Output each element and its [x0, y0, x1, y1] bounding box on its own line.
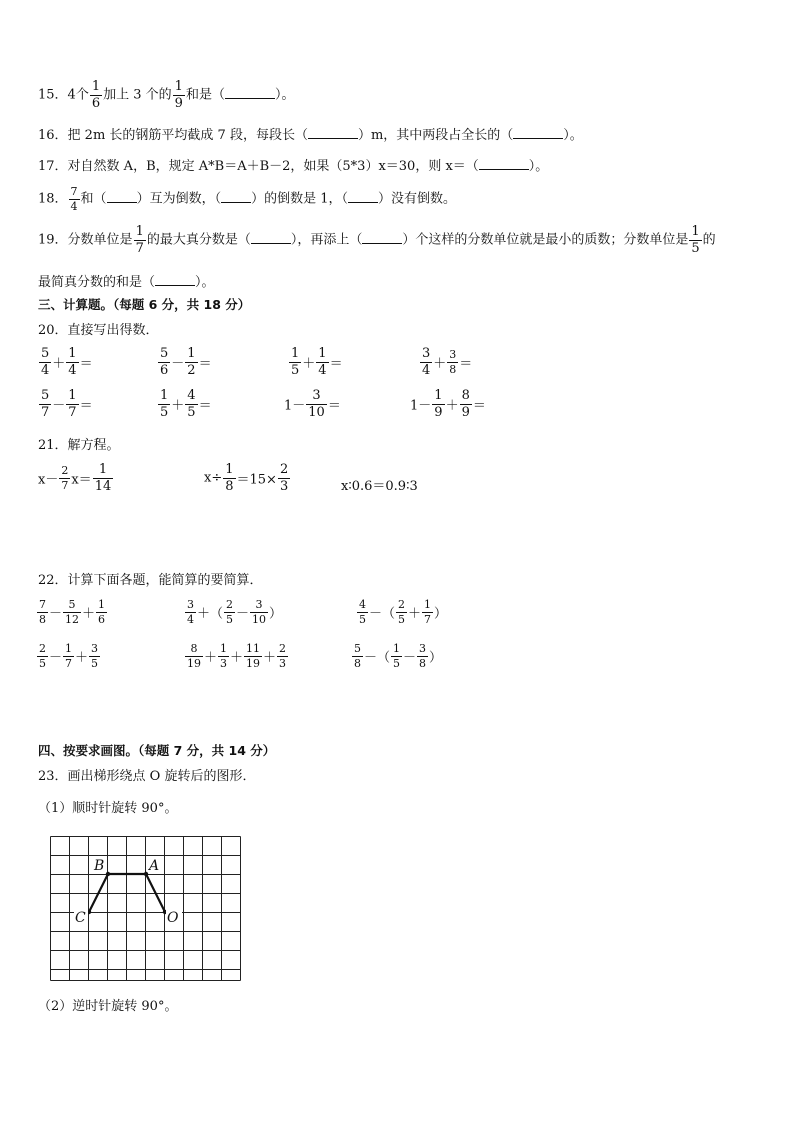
question-text: ）。 [195, 275, 215, 290]
answer-blank[interactable] [221, 191, 251, 203]
expression: 1－ $\frac{1}{9}$ ＋ $\frac{8}{9}$ ＝ [410, 388, 486, 420]
expression: $\frac{1}{5}$ ＋ $\frac{1}{4}$ ＝ [291, 346, 343, 378]
equation: x－ $\frac{2}{7}$ x＝ $\frac{1}{14}$ [38, 462, 112, 494]
question-text: ）m，其中两段占全长的（ [357, 128, 514, 143]
expression: $\frac{7}{8}$ － $\frac{5}{12}$ ＋ $\frac{1}{6}$ [39, 598, 106, 626]
expression: $\frac{1}{5}$ ＋ $\frac{4}{5}$ ＝ [160, 388, 212, 420]
expression: $\frac{5}{4}$ ＋ $\frac{1}{4}$ ＝ [41, 346, 93, 378]
answer-blank[interactable] [155, 274, 195, 286]
answer-blank[interactable] [479, 158, 529, 170]
question-20-title: 20．直接写出得数． [38, 323, 159, 338]
fraction: $\frac{1}{7}$ [135, 224, 144, 256]
answer-blank[interactable] [251, 232, 291, 244]
expression: $\frac{5}{7}$ － $\frac{1}{7}$ ＝ [41, 388, 93, 420]
answer-blank[interactable] [348, 191, 378, 203]
expression: $\frac{5}{8}$ －（ $\frac{1}{5}$ － $\frac{3}{8}$ ） [354, 642, 443, 670]
vertex-label-b: B [94, 858, 105, 874]
question-text: ），再添上（ [290, 232, 363, 248]
question-text: ）互为倒数，（ [136, 191, 222, 207]
fraction: $\frac{1}{5}$ [691, 224, 700, 256]
answer-blank[interactable] [225, 87, 275, 99]
question-19-line-2 [38, 274, 215, 289]
equation: x∶0.6＝0.9∶3 [341, 479, 418, 494]
question-19 [38, 225, 716, 255]
question-number: 16． [38, 128, 68, 143]
question-text: 的 [702, 232, 716, 248]
vertex-label-c: C [75, 910, 86, 926]
question-text: 最简真分数的和是（ [38, 275, 156, 290]
vertex-point-b [106, 872, 110, 876]
section-heading-3: 三、计算题。（每题 6 分，共 18 分） [38, 297, 251, 312]
question-23-title: 23．画出梯形绕点 O 旋转后的图形． [38, 769, 256, 784]
question-number: 17． [38, 159, 68, 174]
vertex-label-o: O [167, 910, 179, 926]
expression: $\frac{2}{5}$ － $\frac{1}{7}$ ＋ $\frac{3}{5}$ [39, 642, 99, 670]
answer-blank[interactable] [362, 232, 402, 244]
question-17 [38, 158, 548, 173]
expression: $\frac{5}{6}$ － $\frac{1}{2}$ ＝ [160, 346, 212, 378]
fraction: $\frac{1}{9}$ [174, 79, 183, 111]
question-16 [38, 127, 583, 142]
question-15 [38, 80, 294, 110]
question-text: 加上 3 个的 [103, 87, 172, 103]
question-number: 18． [38, 191, 68, 207]
question-number: 15． [38, 87, 68, 103]
question-22-title: 22．计算下面各题，能简算的要简算． [38, 573, 263, 588]
question-text: ）的倒数是 1，（ [251, 191, 348, 207]
question-text: 把 2m 长的钢筋平均截成 7 段，每段长（ [67, 128, 308, 143]
vertex-label-a: A [149, 858, 160, 874]
rotation-grid-figure[interactable] [50, 836, 246, 984]
question-text: 的最大真分数是（ [146, 232, 251, 248]
fraction: $\frac{7}{4}$ [70, 185, 78, 213]
sub-question-1: （1）顺时针旋转 90°。 [38, 801, 178, 816]
fraction: $\frac{1}{6}$ [91, 79, 101, 111]
expression: $\frac{8}{19}$ ＋ $\frac{1}{3}$ ＋ $\frac{11}{19}$ ＋ $\frac{2}{3}$ [187, 642, 287, 670]
answer-blank[interactable] [308, 127, 358, 139]
answer-blank[interactable] [513, 127, 563, 139]
question-text: 对自然数 A，B，规定 A*B＝A＋B－2，如果（5*3）x＝30，则 x＝（ [67, 159, 479, 174]
expression: $\frac{4}{5}$ －（ $\frac{2}{5}$ ＋ $\frac{1}{7}$ ） [359, 598, 448, 626]
answer-blank[interactable] [107, 191, 137, 203]
equation: x÷ $\frac{1}{8}$ ＝15× $\frac{2}{3}$ [204, 462, 289, 494]
expression: $\frac{3}{4}$ ＋ $\frac{3}{8}$ ＝ [422, 346, 473, 378]
question-text: 4个 [67, 87, 89, 103]
expression: 1－ $\frac{3}{10}$ ＝ [284, 388, 341, 420]
expression: $\frac{3}{4}$ ＋（ $\frac{2}{5}$ － $\frac{3}{10}$ ） [187, 598, 283, 626]
question-text: ）个这样的分数单位就是最小的质数；分数单位是 [402, 232, 689, 248]
section-heading-4: 四、按要求画图。（每题 7 分，共 14 分） [38, 743, 276, 758]
question-number: 19． [38, 232, 68, 248]
question-text: 分数单位是 [67, 232, 133, 248]
question-text: ）。 [528, 159, 549, 174]
question-text: ）。 [274, 87, 295, 103]
question-text: 和（ [80, 191, 107, 207]
question-text: ）没有倒数。 [377, 191, 456, 207]
vertex-point-a [144, 872, 148, 876]
question-text: 和是（ [185, 87, 225, 103]
sub-question-2: （2）逆时针旋转 90°。 [38, 999, 178, 1014]
question-21-title: 21．解方程。 [38, 438, 120, 453]
question-text: ）。 [563, 128, 583, 143]
question-18 [38, 186, 456, 212]
